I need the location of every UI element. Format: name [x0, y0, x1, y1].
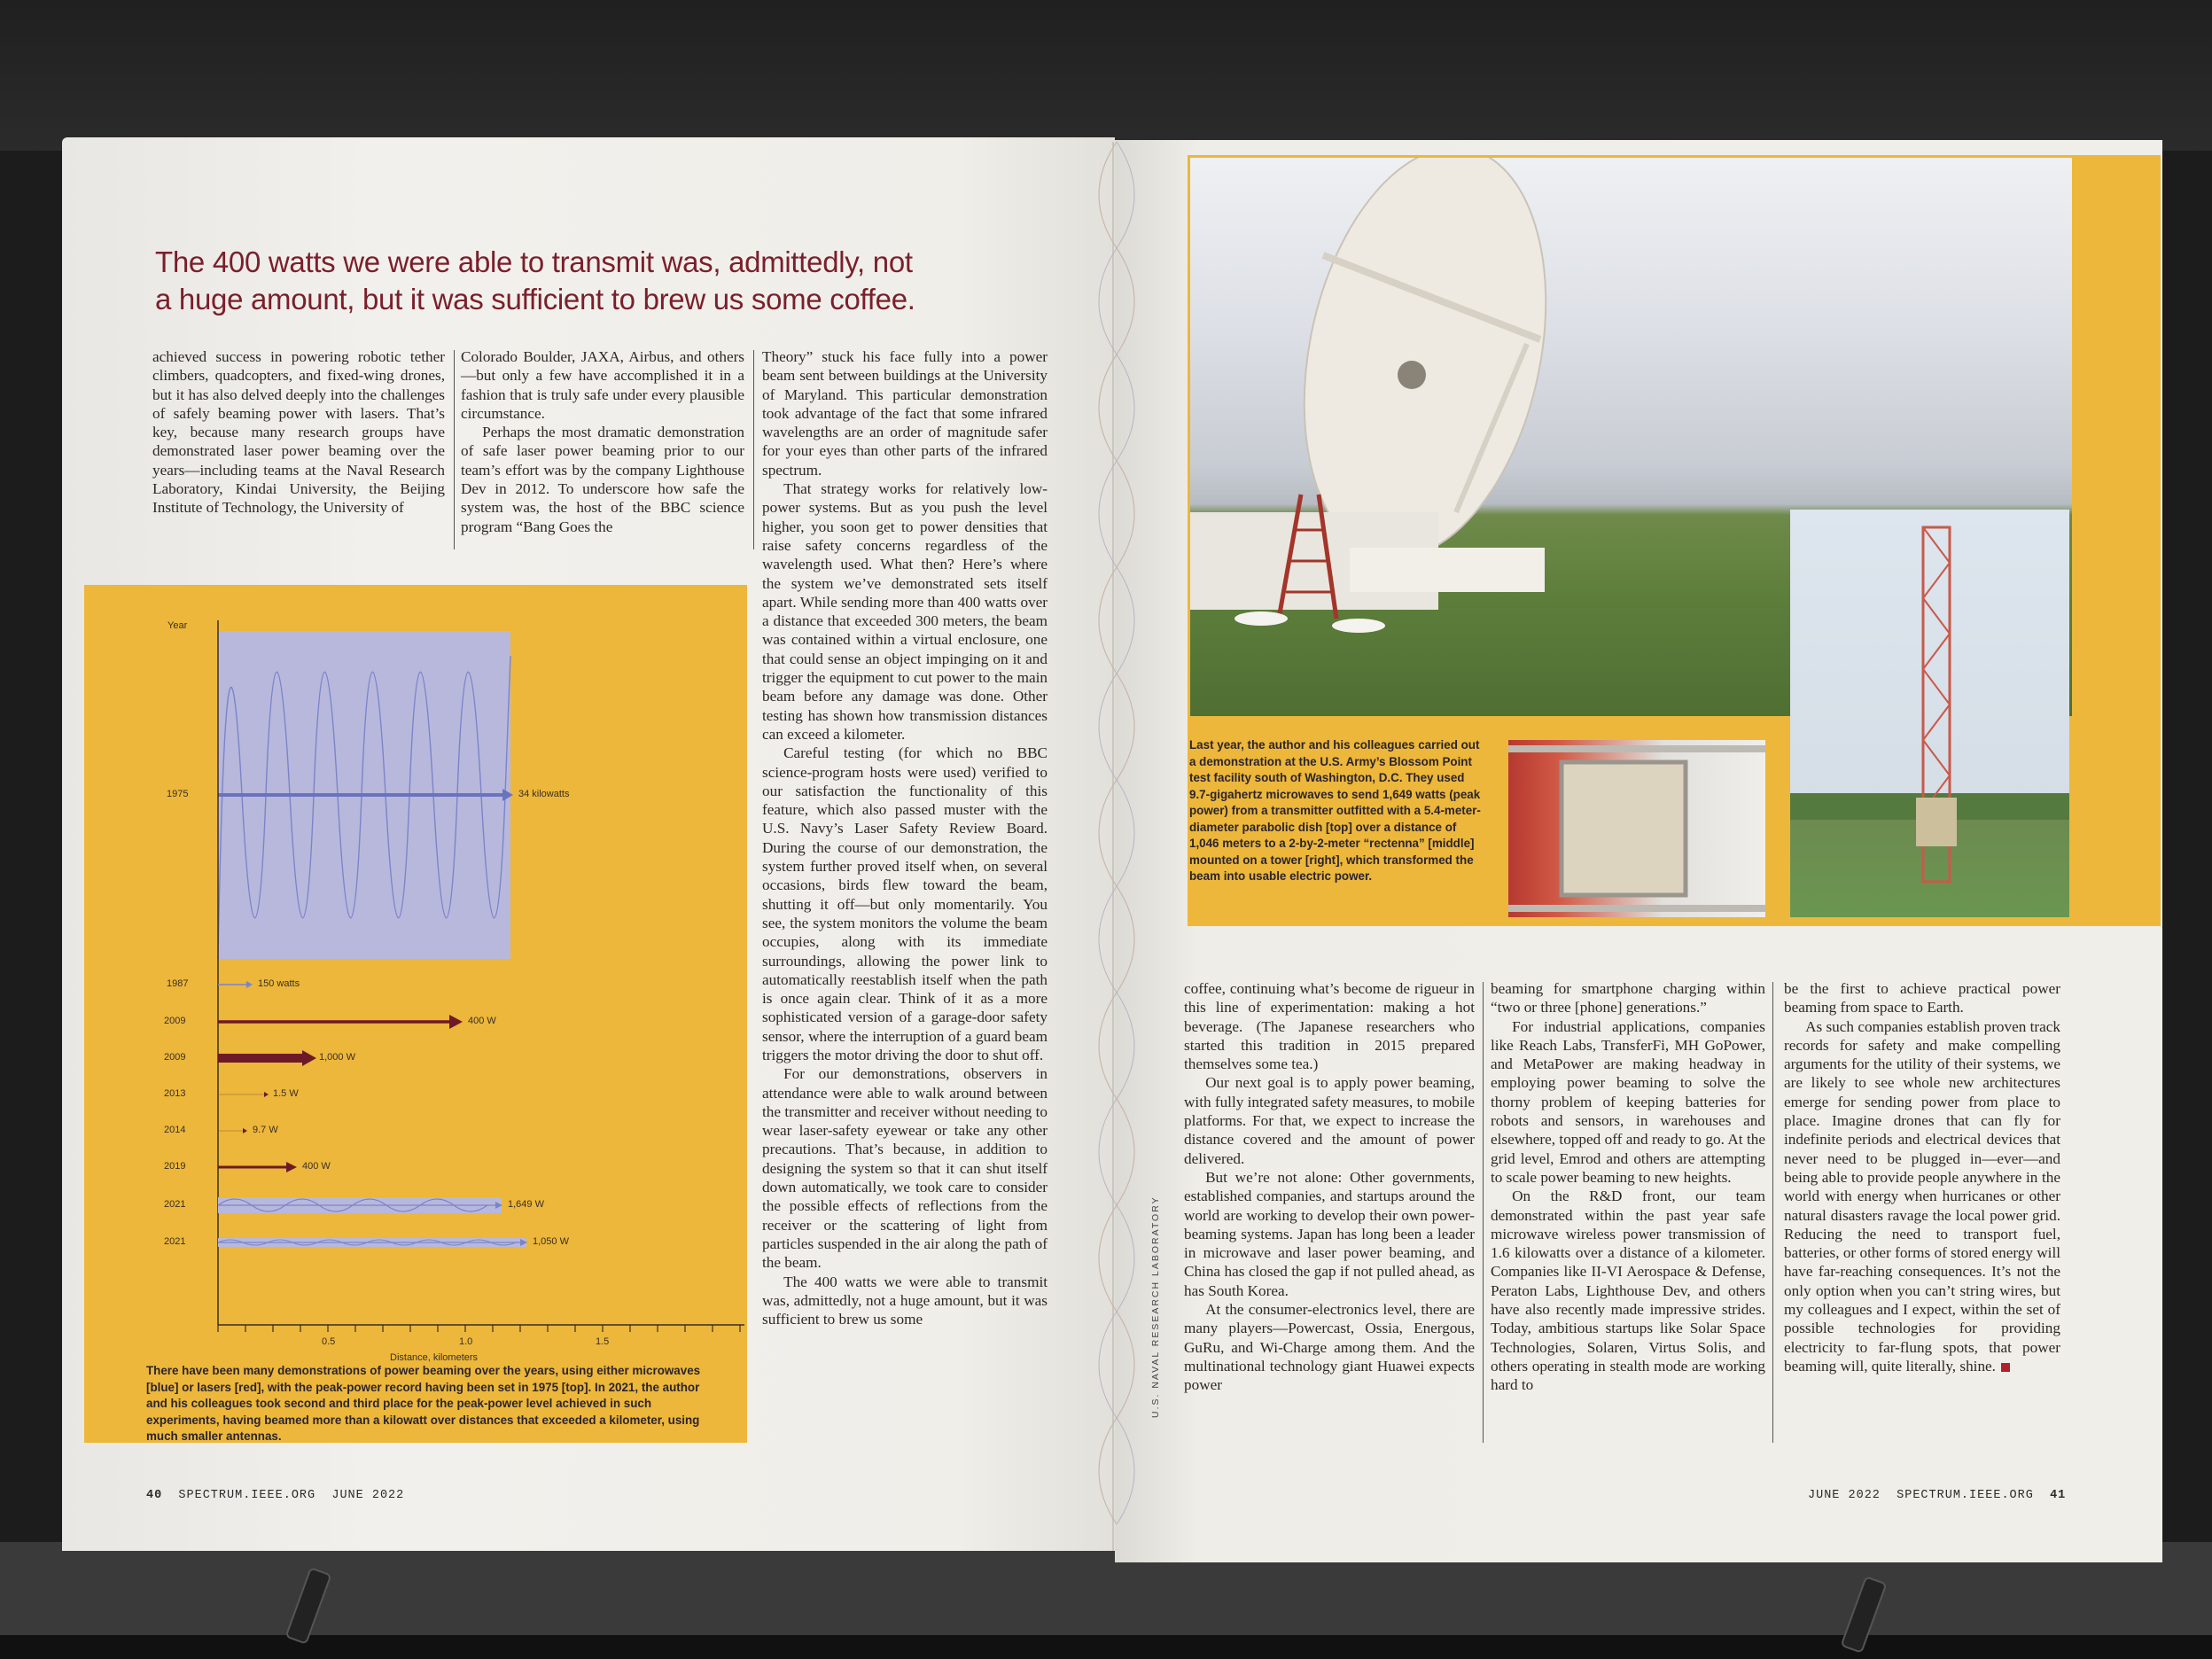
chart-caption: There have been many demonstrations of power beaming over the years, using either microwaves [blue] or lasers [red], with the peak-power record having been set in 1975 [top]. In 2021, the author and his colleagues took second and third place for the peak-power level achieved in such experiments, having beamed more than a kilowatt over distances that exceeded a kilometer, using much smaller antennas. [146, 1364, 701, 1443]
paragraph: coffee, continuing what’s become de rigueur in this line of experimentation: making a hot beverage. (The Japanese researchers who started this tradition in 2015 prepared themselves some tea.) [1184, 980, 1475, 1073]
bar-label-9-7w: 9.7 W [253, 1125, 278, 1135]
left-column-1 [152, 347, 445, 518]
bar-label-1649w: 1,649 W [508, 1199, 544, 1210]
pull-quote-line-2: a huge amount, but it was sufficient to brew us some coffee. [155, 283, 915, 315]
gutter-wave-decoration [1072, 142, 1161, 1542]
pull-quote [155, 244, 1041, 318]
y-tick-2013: 2013 [164, 1088, 186, 1099]
end-of-article-mark-icon [2001, 1363, 2010, 1372]
y-tick-1975: 1975 [167, 789, 189, 799]
bar-label-400w-2009: 400 W [468, 1016, 496, 1026]
y-tick-2009a: 2009 [164, 1016, 186, 1026]
pull-quote-line-1: The 400 watts we were able to transmit was, admittedly, not [155, 245, 913, 278]
paragraph: On the R&D front, our team demonstrated within the past year safe microwave wireless power transmission of 1.6 kilowatts over a distance of a kilometer. Companies like II-VI Aerospace & Defense, Peraton Labs, Lighthouse Dev, and others have also recently made impressive strides. Today, ambitious startups like Solar Space Technologies, Solaren, Virtus Solis, and others operating in stealth mode are working hard to [1491, 1188, 1765, 1394]
paragraph: beaming for smartphone charging within “two or three [phone] generations.” [1491, 980, 1765, 1016]
paragraph: be the first to achieve practical power beaming from space to Earth. [1784, 980, 2060, 1016]
bar-label-150w: 150 watts [258, 978, 300, 989]
paragraph: The 400 watts we were able to transmit was, admittedly, not a huge amount, but it was sufficient to brew us some [762, 1273, 1048, 1328]
paragraph: That strategy works for relatively low-power systems. But as you push the level higher, you soon get to power densities that raise safety concerns regardless of the wavelength used. What then? Here’s where the system we’ve demonstrated sets itself apart. While sending more than 400 watts over a distance that exceeded 300 meters, the beam was contained within a virtual enclosure, one that could sense an object impinging on it and trigger the equipment to cut power to the main beam before any damage was done. Other testing has shown how transmission distances can exceed a kilometer. [762, 480, 1048, 743]
column-rule [454, 350, 455, 549]
rectenna-illustration [1508, 740, 1765, 917]
x-axis-label: Distance, kilometers [390, 1352, 479, 1363]
chart-svg [84, 585, 747, 1443]
bar-label-1-5w: 1.5 W [273, 1088, 299, 1099]
paragraph: For industrial applications, companies like Reach Labs, TransferFi, MH GoPower, and MetaPower are making headway in employing power beaming to solve the thorny problem of keeping batteries for robots and sensors, in warehouses and elsewhere, topped off and ready to go. At the grid level, Emrod and others are attempting to scale power beaming to new heights. [1491, 1017, 1765, 1186]
y-tick-2019: 2019 [164, 1161, 186, 1172]
x-tick-1-5: 1.5 [596, 1336, 610, 1347]
right-column-3 [1784, 979, 2060, 1375]
left-column-2 [461, 347, 744, 536]
y-tick-2014: 2014 [164, 1125, 186, 1135]
y-tick-2021a: 2021 [164, 1199, 186, 1210]
bar-label-1050w: 1,050 W [533, 1236, 569, 1247]
y-tick-2021b: 2021 [164, 1236, 186, 1247]
y-axis-label: Year [167, 620, 188, 631]
folio-site: SPECTRUM.IEEE.ORG [178, 1489, 316, 1502]
folio-date: JUNE 2022 [1808, 1489, 1881, 1502]
right-column-1 [1184, 979, 1475, 1395]
page-number: 40 [146, 1489, 163, 1502]
column-rule [1772, 982, 1773, 1443]
paragraph: Careful testing (for which no BBC science-program hosts were used) verified to our satisfaction the functionality of this feature, which also passed muster with the U.S. Navy’s Laser Safety Review Board. During the course of our demonstration, the system further proved itself when, on several occasions, birds flew toward the beam, shutting it off—but only momentarily. You see, the system monitors the volume the beam occupies, along with its immediate surroundings, allowing the power link to automatically reestablish itself when the path is once again clear. Think of it as a more sophisticated version of a garage-door safety sensor, where the interruption of a guard beam triggers the motor driving the door to shut off. [762, 744, 1048, 1063]
paragraph: Our next goal is to apply power beaming, with fully integrated safety measures, to mobile platforms. For that, we expect to increase the distance covered and the amount of power delivered. [1184, 1074, 1475, 1167]
left-folio [146, 1489, 404, 1502]
page-number: 41 [2050, 1489, 2067, 1502]
paragraph: Colorado Boulder, JAXA, Airbus, and others—but only a few have accomplished it in a fashion that is truly safe under every plausible circumstance. [461, 348, 744, 422]
photo-caption: Last year, the author and his colleagues carried out a demonstration at the U.S. Army’s Blossom Point test facility south of Washington, D.C. They used 9.7-gigahertz microwaves to send 1,649 watts (peak power) from a transmitter outfitted with a 5.4-meter-diameter parabolic dish [top] over a distance of 1,046 meters to a 2-by-2-meter “rectenna” [middle] mounted on a tower [right], which transformed the beam into usable electric power. [1189, 738, 1481, 883]
rectenna-photo [1508, 740, 1765, 917]
y-tick-1987: 1987 [167, 978, 189, 989]
bar-label-400w-2019: 400 W [302, 1161, 331, 1172]
paragraph: As such companies establish proven track records for safety and make compelling arguments for the utility of their systems, we are likely to see whole new architectures emerge for sending power from place to place. Imagine drones that can fly for indefinite periods and electrical devices that never need to be plugged in—ever—and being able to provide people anywhere in the world with energy when hurricanes or other natural disasters ravage the local power grid. Reducing the need to transport fuel, batteries, or other forms of stored energy will have far-reaching consequences. It’s not the only option when you can’t string wires, but my colleagues and I expect, within the set of possible technologies for providing electricity to far-flung spots, that power beaming will, quite literally, shine. [1784, 1017, 2060, 1375]
bar-label-34kw: 34 kilowatts [518, 789, 570, 799]
y-tick-2009b: 2009 [164, 1052, 186, 1063]
bar-label-1000w: 1,000 W [319, 1052, 355, 1063]
paragraph: achieved success in powering robotic tether climbers, quadcopters, and fixed-wing drones, but it has also delved deeply into the challenges of safely beaming power with lasers. That’s key, because many research groups have demonstrated laser power beaming over the years—including teams at the Naval Research Laboratory, Kindai University, the Beijing Institute of Technology, the University of [152, 348, 445, 517]
shelf-edge [0, 1635, 2212, 1659]
tower-illustration [1790, 510, 2069, 917]
x-tick-0-5: 0.5 [322, 1336, 336, 1347]
x-tick-1-0: 1.0 [459, 1336, 473, 1347]
paragraph: Theory” stuck his face fully into a power beam sent between buildings at the University of Maryland. This particular demonstration took advantage of the fact that some infrared wavelengths are an order of magnitude safer for your eyes than other parts of the infrared spectrum. [762, 348, 1048, 479]
right-column-2 [1491, 979, 1765, 1395]
folio-site: SPECTRUM.IEEE.ORG [1897, 1489, 2034, 1502]
right-folio [1808, 1489, 2066, 1502]
folio-date: JUNE 2022 [331, 1489, 405, 1502]
column-rule [753, 350, 754, 549]
column-rule [1483, 982, 1484, 1443]
photo-credit: U.S. NAVAL RESEARCH LABORATORY [1150, 1196, 1161, 1418]
power-beaming-chart [84, 585, 747, 1443]
paragraph: At the consumer-electronics level, there are many players—Powercast, Ossia, Energous, GuRu, and Wi-Charge among them. And the multinational technology giant Huawei expects power [1184, 1301, 1475, 1394]
left-column-3 [762, 347, 1048, 1328]
paragraph: But we’re not alone: Other governments, established companies, and startups around the world are working to develop their own power-beaming systems. Japan has long been a leader in microwave and laser power beaming, and China has closed the gap if not pulled ahead, as has South Korea. [1184, 1168, 1475, 1299]
tower-photo [1790, 510, 2069, 917]
paragraph: For our demonstrations, observers in attendance were able to walk around between the transmitter and receiver without needing to wear laser-safety eyewear or take any other precautions. That’s because, in addition to designing the system so that it can shut itself down automatically, we took care to consider the possible effects of reflections from the receiver or the scattering of light from particles suspended in the air along the path of the beam. [762, 1065, 1048, 1272]
paragraph: Perhaps the most dramatic demonstration of safe laser power beaming prior to our team’s effort was by the company Lighthouse Dev in 2012. To underscore how safe the system was, the host of the BBC science program “Bang Goes the [461, 424, 744, 535]
background-surface [0, 0, 2212, 151]
